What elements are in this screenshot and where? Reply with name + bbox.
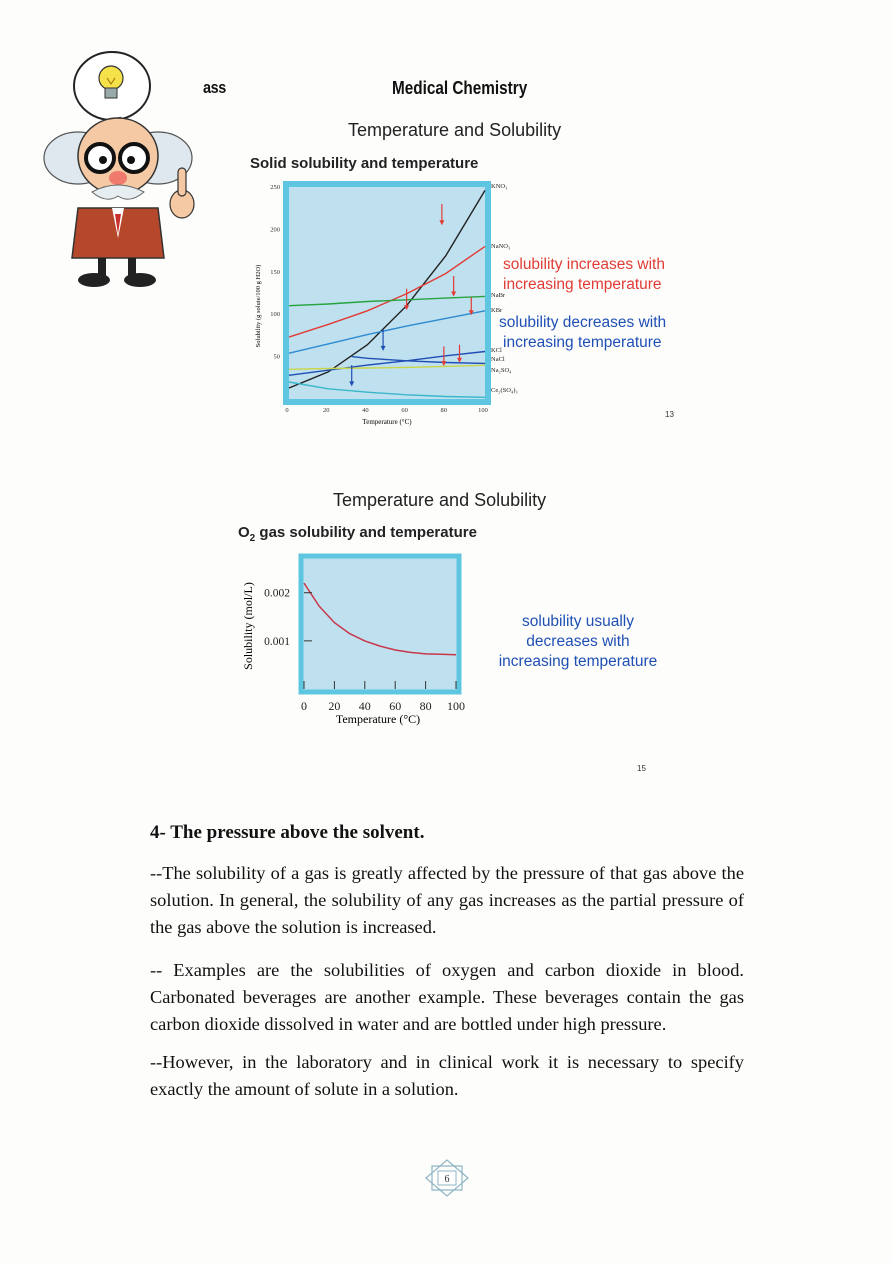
chart1-x-axis-label: Temperature (°C) <box>362 418 412 426</box>
x-tick-label: 40 <box>362 407 369 414</box>
x-tick-label: 100 <box>478 407 488 414</box>
chart2-y-axis-label: Solubility (mol/L) <box>241 582 255 670</box>
label-nabr: NaBr <box>491 292 506 299</box>
slide2-subtitle-suffix: gas solubility and temperature <box>255 524 477 541</box>
y-tick-label: 100 <box>270 311 280 319</box>
x-tick-label: 80 <box>419 699 432 713</box>
slide1-title: Temperature and Solubility <box>348 120 562 140</box>
note-gas-line1: solubility usually <box>522 613 634 630</box>
o2-solubility-chart <box>238 548 488 733</box>
paragraph-laboratory: --However, in the laboratory and in clinical work it is necessary to specify exactly the amount of solute in a solution. <box>150 1052 744 1099</box>
note-gas-line2: decreases with <box>526 633 630 650</box>
x-tick-label: 60 <box>401 407 408 414</box>
x-tick-label: 80 <box>440 407 448 414</box>
paragraph-gas-pressure: --The solubility of a gas is greatly affected by the pressure of that gas above the solution. In general, the solubility of any gas increases as the partial pressure of the gas above the solution is increased. <box>150 863 744 937</box>
y-tick-label: 50 <box>273 353 280 361</box>
chart2-plot-area <box>301 556 459 692</box>
y-tick-label: 0.002 <box>264 587 290 600</box>
note-gas-solubility <box>483 612 673 672</box>
x-tick-label: 20 <box>328 699 341 713</box>
slide1-number: 13 <box>665 410 674 419</box>
slide2-title: Temperature and Solubility <box>333 490 547 510</box>
note-blue-line2: increasing temperature <box>503 334 662 351</box>
slide2-subtitle <box>238 524 477 544</box>
page-number: 6 <box>444 1174 450 1185</box>
y-tick-label: 0.001 <box>264 635 290 648</box>
y-tick-label: 200 <box>270 226 280 234</box>
label-kbr: KBr <box>491 307 503 314</box>
note-gas-line3: increasing temperature <box>498 653 658 670</box>
x-tick-label: 0 <box>285 407 289 414</box>
y-tick-label: 150 <box>270 268 280 276</box>
y-tick-label: 250 <box>270 184 280 191</box>
note-solubility-increases <box>503 255 665 295</box>
label-kno3: KNO₃ <box>491 183 508 190</box>
label-nano3: NaNO₃ <box>491 243 511 250</box>
x-tick-label: 40 <box>358 699 371 713</box>
paragraph-examples: -- Examples are the solubilities of oxygen and carbon dioxide in blood. Carbonated beverages are another example. These beverages contain the gas carbon dioxide dissolved in water and are bottled under high pressure. <box>150 960 744 1034</box>
slide1-subtitle: Solid solubility and temperature <box>250 155 479 172</box>
chart2-x-axis-label: Temperature (°C) <box>335 712 421 726</box>
x-tick-label: 60 <box>389 699 402 713</box>
note-red-line2: increasing temperature <box>503 276 662 293</box>
note-blue-line1: solubility decreases with <box>499 314 667 331</box>
solid-solubility-chart <box>250 178 550 430</box>
section-heading: 4- The pressure above the solvent. <box>150 822 425 843</box>
header-title: Medical Chemistry <box>392 78 528 98</box>
x-tick-label: 100 <box>447 699 465 713</box>
professor-cartoon <box>30 28 220 290</box>
header-left-fragment: ass <box>203 78 226 97</box>
label-na2so4: Na₂SO₄ <box>491 367 512 374</box>
slide2-subtitle-prefix: O <box>238 524 250 541</box>
x-tick-label: 20 <box>322 407 330 414</box>
label-kcl: KCl <box>491 347 502 354</box>
slide2-number: 15 <box>637 764 646 773</box>
page-number-ornament <box>424 1158 470 1198</box>
note-solubility-decreases <box>499 313 666 353</box>
slide2-subtitle-subscript: 2 <box>249 533 256 544</box>
label-ce2-so4-3: Ce₂(SO₄)₃ <box>491 387 518 394</box>
x-tick-label: 0 <box>301 699 307 713</box>
note-red-line1: solubility increases with <box>503 256 665 273</box>
label-nacl: NaCl <box>491 356 505 363</box>
chart1-y-axis-label: Solubility (g solute/100 g H2O) <box>255 264 262 348</box>
